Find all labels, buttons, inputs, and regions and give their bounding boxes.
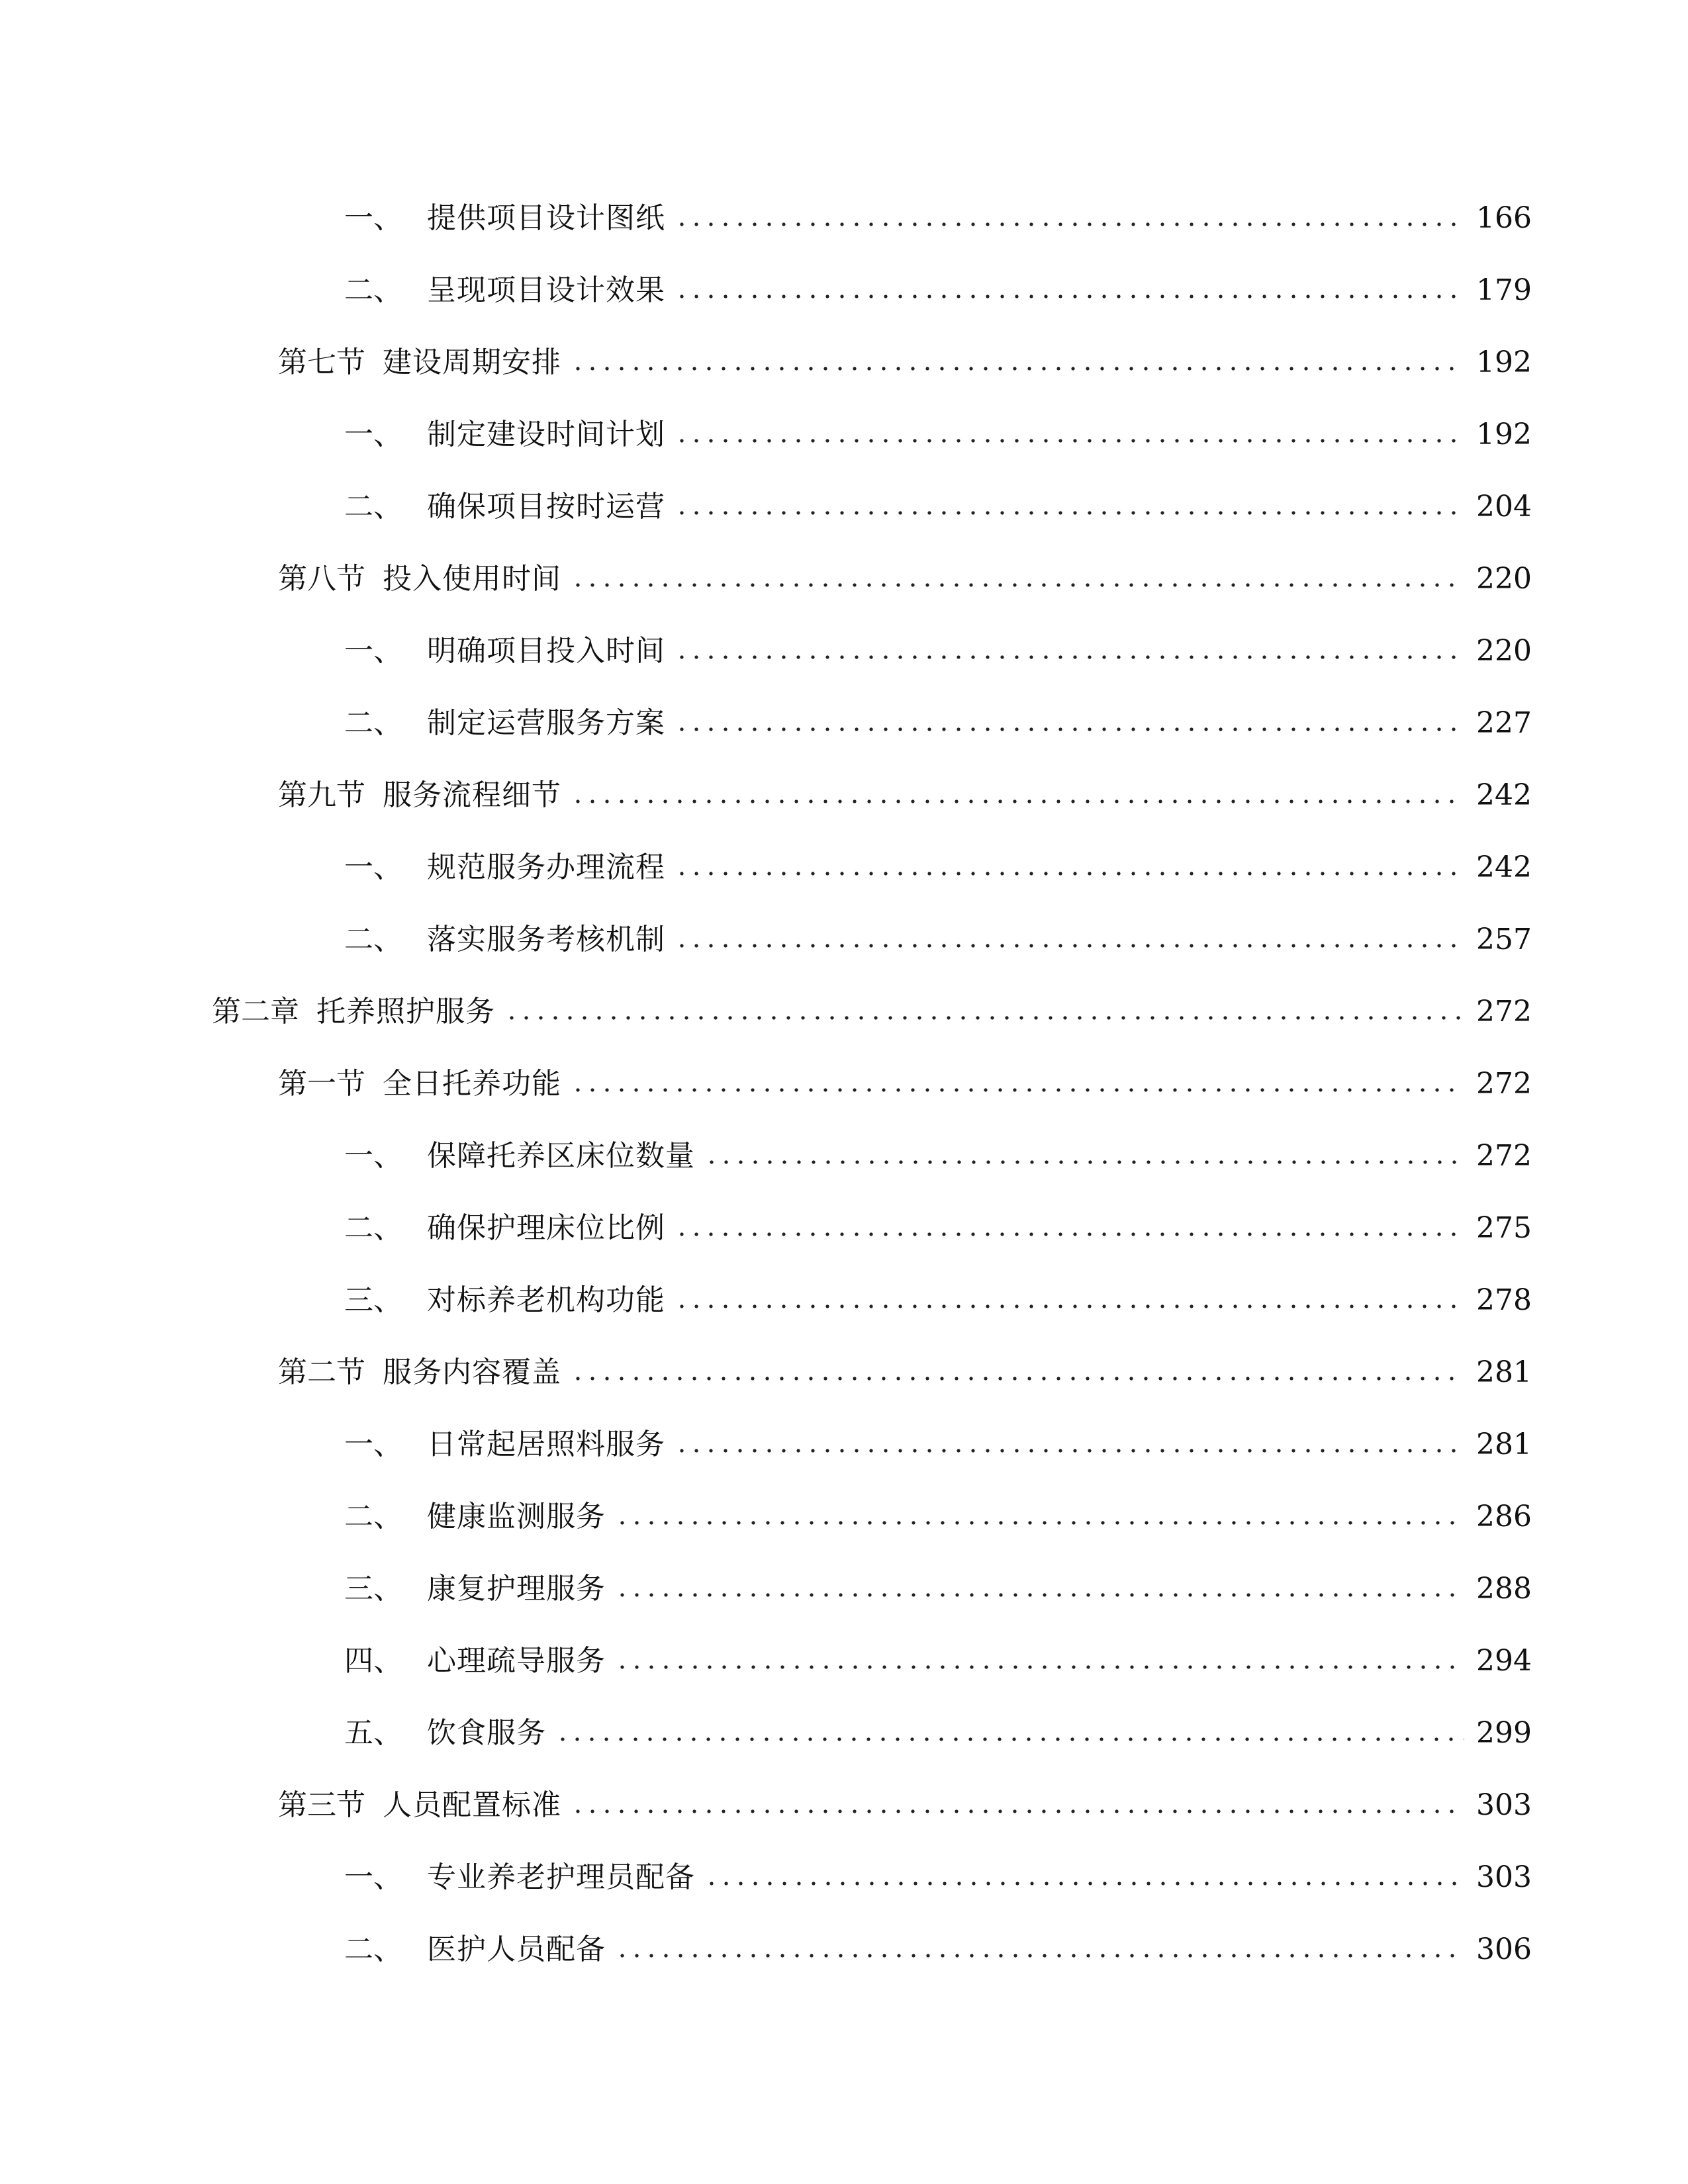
toc-entry[interactable]: [344, 1274, 1532, 1327]
toc-entry[interactable]: [344, 697, 1532, 750]
toc-page-number: 192: [1476, 418, 1532, 451]
toc-entry-label: [344, 1430, 665, 1459]
toc-entry-label: [344, 634, 665, 668]
toc-dot-leader: [571, 1088, 1464, 1092]
toc-entry[interactable]: [344, 1635, 1532, 1688]
toc-entry[interactable]: [344, 625, 1532, 678]
toc-entry[interactable]: [278, 769, 1532, 822]
toc-entry[interactable]: [344, 1418, 1532, 1471]
toc-page-number: 286: [1476, 1500, 1532, 1533]
toc-dot-leader: [675, 872, 1464, 876]
toc-entry-label: [344, 925, 665, 954]
toc-entry-number: 一、: [344, 1428, 402, 1461]
toc-dot-leader: [675, 1304, 1464, 1308]
toc-entry-number: 第二章: [212, 995, 299, 1028]
toc-entry-title: 人员配置标准: [383, 1788, 561, 1822]
toc-page-number: 306: [1476, 1933, 1532, 1966]
toc-entry[interactable]: [344, 1923, 1532, 1976]
toc-dot-leader: [555, 1737, 1464, 1741]
toc-entry-number: 二、: [344, 923, 402, 956]
toc-entry-title: 规范服务办理流程: [427, 850, 665, 884]
toc-page-number: 179: [1476, 273, 1532, 307]
toc-entry-label: [278, 1355, 561, 1389]
toc-dot-leader: [675, 1449, 1464, 1453]
toc-entry-number: 五、: [344, 1716, 402, 1750]
toc-entry[interactable]: [344, 1130, 1532, 1183]
toc-entry-label: [344, 273, 665, 307]
toc-entry-title: 服务内容覆盖: [383, 1355, 561, 1389]
toc-entry-label: [278, 778, 561, 812]
toc-page-number: 281: [1476, 1355, 1532, 1389]
toc-entry-title: 全日托养功能: [383, 1067, 561, 1101]
toc-entry-label: [278, 1069, 561, 1099]
toc-page-number: 288: [1476, 1572, 1532, 1606]
toc-entry-number: 第八节: [278, 562, 365, 596]
toc-page-number: 294: [1476, 1644, 1532, 1678]
toc-dot-leader: [675, 727, 1464, 731]
toc-dot-leader: [615, 1521, 1464, 1525]
toc-entry-label: [344, 201, 665, 235]
toc-page-number: 257: [1476, 923, 1532, 956]
toc-dot-leader: [675, 439, 1464, 443]
toc-entry-title: 制定运营服务方案: [427, 706, 665, 740]
toc-entry-number: 一、: [344, 201, 402, 235]
toc-page-number: 303: [1476, 1788, 1532, 1822]
toc-entry-label: [344, 706, 665, 740]
toc-page-number: 303: [1476, 1860, 1532, 1894]
toc-entry-title: 呈现项目设计效果: [427, 273, 665, 307]
toc-entry-number: 二、: [344, 1933, 402, 1966]
toc-page-number: 166: [1476, 201, 1532, 235]
toc-page-number: 192: [1476, 345, 1532, 379]
toc-dot-leader: [675, 1232, 1464, 1236]
toc-dot-leader: [675, 655, 1464, 659]
toc-entry-title: 提供项目设计图纸: [427, 201, 665, 235]
toc-entry-title: 托养照护服务: [316, 995, 495, 1028]
toc-page-number: 275: [1476, 1211, 1532, 1245]
toc-entry-label: [344, 1502, 606, 1531]
toc-page-number: 220: [1476, 562, 1532, 596]
toc-dot-leader: [704, 1882, 1464, 1886]
toc-entry[interactable]: [344, 264, 1532, 317]
toc-entry-title: 落实服务考核机制: [427, 923, 665, 956]
toc-entry-title: 健康监测服务: [427, 1500, 606, 1533]
toc-entry-number: 第一节: [278, 1067, 365, 1101]
toc-entry-label: [344, 850, 665, 884]
toc-page-number: 299: [1476, 1716, 1532, 1750]
toc-entry-number: 二、: [344, 1500, 402, 1533]
toc-page-number: 272: [1476, 995, 1532, 1028]
toc-entry-number: 二、: [344, 706, 402, 740]
toc-entry[interactable]: [278, 1346, 1532, 1399]
toc-entry-number: 一、: [344, 850, 402, 884]
toc-entry-title: 投入使用时间: [383, 562, 561, 596]
toc-entry[interactable]: [344, 1851, 1532, 1904]
toc-entry[interactable]: [344, 913, 1532, 966]
toc-dot-leader: [504, 1016, 1464, 1020]
toc-entry-label: [278, 1788, 561, 1822]
toc-page-number: 242: [1476, 850, 1532, 884]
toc-entry-number: 二、: [344, 490, 402, 523]
toc-page-number: 227: [1476, 706, 1532, 740]
toc-page-number: 204: [1476, 490, 1532, 523]
toc-page-number: 278: [1476, 1283, 1532, 1317]
toc-entry-number: 一、: [344, 1139, 402, 1173]
toc-entry-number: 三、: [344, 1572, 402, 1606]
toc-entry-label: [344, 1860, 695, 1894]
toc-entry-label: [344, 1716, 546, 1750]
toc-entry-title: 制定建设时间计划: [427, 418, 665, 451]
toc-entry-number: 第九节: [278, 778, 365, 812]
toc-entry-title: 建设周期安排: [383, 345, 561, 379]
toc-entry[interactable]: [278, 336, 1532, 389]
toc-dot-leader: [571, 1377, 1464, 1381]
toc-entry-number: 第七节: [278, 345, 365, 379]
toc-entry-label: [278, 562, 561, 596]
toc-entry-number: 一、: [344, 634, 402, 668]
toc-page-number: 281: [1476, 1428, 1532, 1461]
toc-entry[interactable]: [278, 553, 1532, 606]
toc-entry-number: 一、: [344, 418, 402, 451]
toc-entry[interactable]: [278, 1058, 1532, 1111]
toc-dot-leader: [615, 1954, 1464, 1958]
toc-entry[interactable]: [344, 1202, 1532, 1255]
toc-dot-leader: [571, 799, 1464, 803]
toc-entry[interactable]: [344, 192, 1532, 245]
toc-entry-number: 第三节: [278, 1788, 365, 1822]
toc-entry-title: 对标养老机构功能: [427, 1283, 665, 1317]
toc-entry-title: 服务流程细节: [383, 778, 561, 812]
toc-dot-leader: [615, 1593, 1464, 1597]
toc-page-number: 272: [1476, 1139, 1532, 1173]
toc-entry-number: 三、: [344, 1283, 402, 1317]
toc-entry-title: 确保项目按时运营: [427, 490, 665, 523]
toc-entry-title: 日常起居照料服务: [427, 1428, 665, 1461]
toc-entry-label: [344, 1935, 606, 1964]
toc-entry[interactable]: [212, 985, 1532, 1038]
toc-entry-label: [344, 420, 665, 449]
toc-entry[interactable]: [344, 1490, 1532, 1543]
toc-entry-title: 确保护理床位比例: [427, 1211, 665, 1245]
toc-entry-number: 四、: [344, 1644, 402, 1678]
toc-entry-number: 二、: [344, 1211, 402, 1245]
toc-entry-title: 专业养老护理员配备: [427, 1860, 695, 1894]
toc-entry-title: 康复护理服务: [427, 1572, 606, 1606]
toc-entry-label: [344, 1211, 665, 1245]
toc-dot-leader: [571, 367, 1464, 371]
toc-page-number: 242: [1476, 778, 1532, 812]
toc-dot-leader: [571, 583, 1464, 587]
toc-entry-title: 心理疏导服务: [427, 1644, 606, 1678]
toc-dot-leader: [675, 511, 1464, 515]
toc-entry-title: 保障托养区床位数量: [427, 1139, 695, 1173]
toc-entry-label: [344, 1574, 606, 1604]
toc-entry-label: [344, 1283, 665, 1317]
toc-entry-number: 第二节: [278, 1355, 365, 1389]
toc-dot-leader: [675, 944, 1464, 948]
toc-dot-leader: [571, 1809, 1464, 1813]
toc-entry-label: [278, 345, 561, 379]
toc-entry[interactable]: [344, 1707, 1532, 1760]
toc-entry-label: [344, 1139, 695, 1173]
toc-page-number: 272: [1476, 1067, 1532, 1101]
toc-dot-leader: [704, 1160, 1464, 1164]
toc-entry[interactable]: [344, 841, 1532, 894]
toc-entry-label: [344, 1644, 606, 1678]
toc-entry[interactable]: [344, 408, 1532, 461]
toc-entry-title: 饮食服务: [427, 1716, 546, 1750]
toc-dot-leader: [675, 222, 1464, 226]
toc-entry-title: 明确项目投入时间: [427, 634, 665, 668]
toc-entry[interactable]: [278, 1779, 1532, 1832]
toc-entry-label: [212, 997, 495, 1026]
toc-entry[interactable]: [344, 480, 1532, 533]
toc-entry[interactable]: [344, 1563, 1532, 1615]
toc-entry-number: 一、: [344, 1860, 402, 1894]
toc-dot-leader: [615, 1665, 1464, 1669]
toc-entry-title: 医护人员配备: [427, 1933, 606, 1966]
toc-entry-number: 二、: [344, 273, 402, 307]
toc-entry-label: [344, 492, 665, 522]
toc-dot-leader: [675, 295, 1464, 298]
toc-page-number: 220: [1476, 634, 1532, 668]
